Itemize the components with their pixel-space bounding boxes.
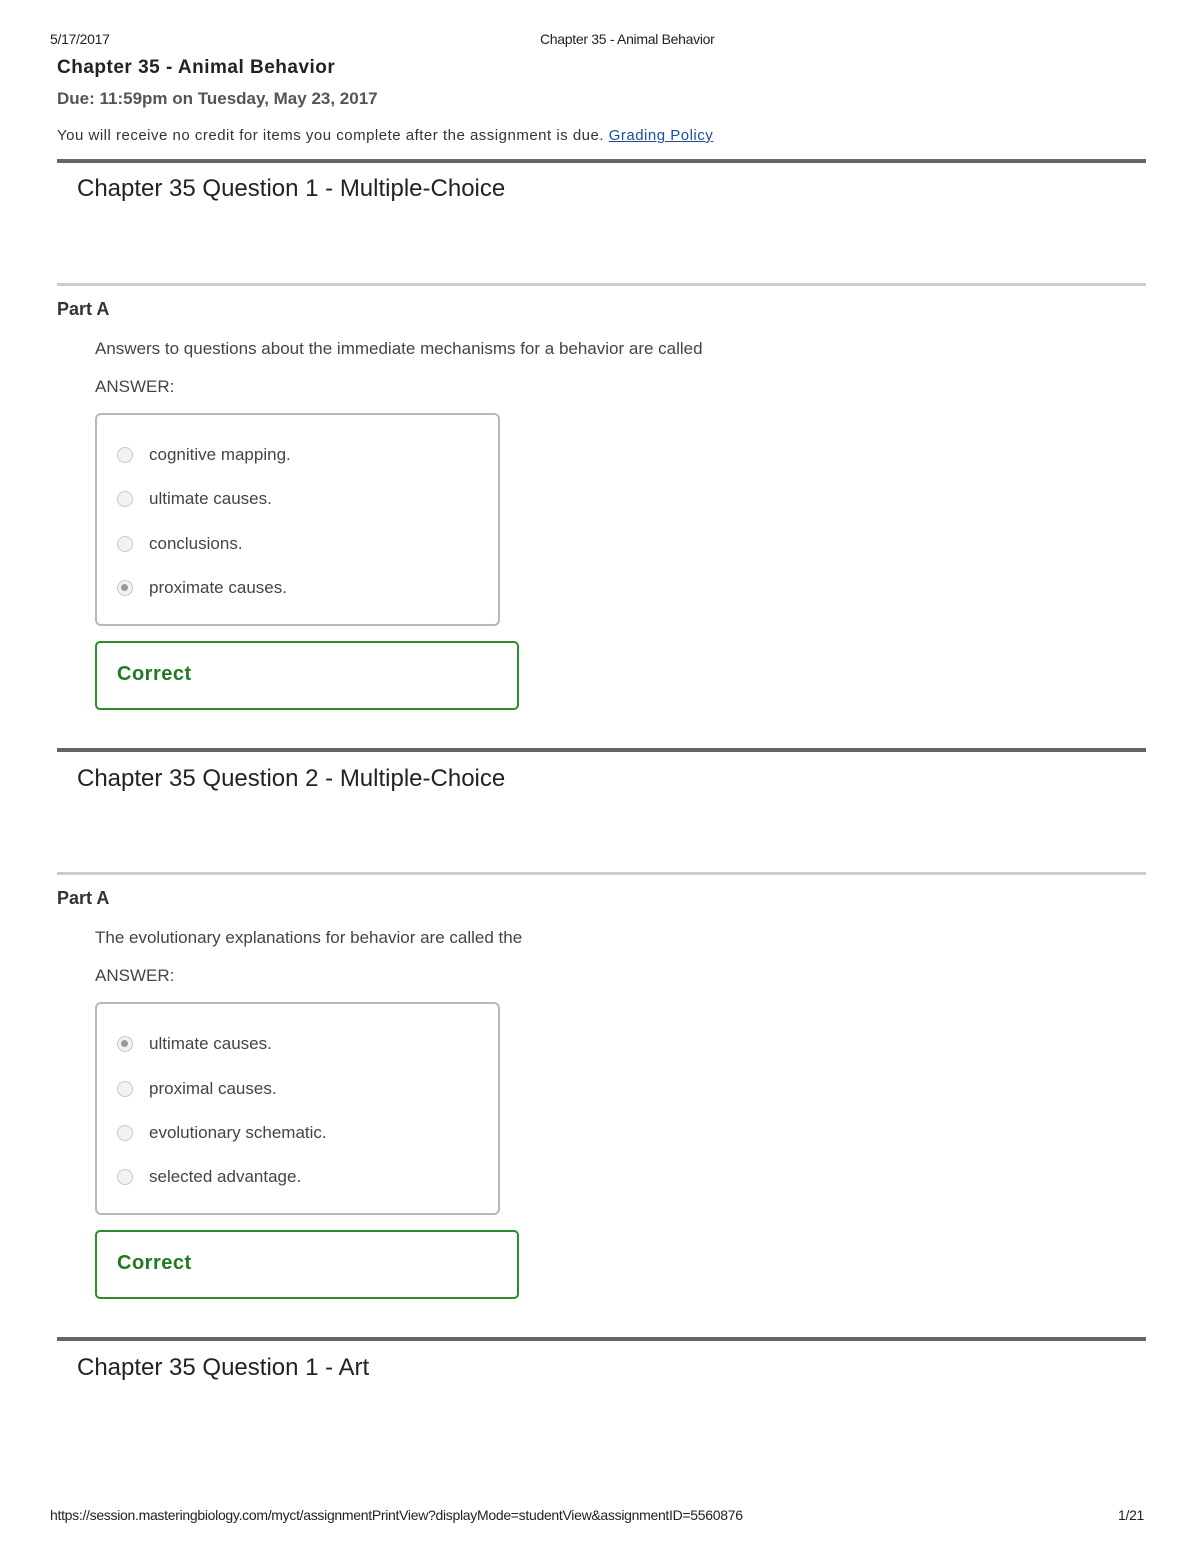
radio-button[interactable] <box>117 1169 133 1185</box>
answer-options <box>95 413 500 626</box>
feedback-box <box>95 641 519 710</box>
part-label: Part A <box>57 299 110 319</box>
feedback-correct: Correct <box>117 663 192 685</box>
answer-option[interactable] <box>117 443 291 467</box>
part-divider <box>57 283 1146 286</box>
answer-option[interactable] <box>117 487 272 511</box>
answer-option[interactable] <box>117 1077 277 1101</box>
part-divider <box>57 872 1146 875</box>
question-title: Chapter 35 Question 1 - Multiple-Choice <box>77 175 506 202</box>
assignment-title: Chapter 35 - Animal Behavior <box>57 57 336 78</box>
answer-option[interactable] <box>117 1032 272 1056</box>
page-number: 1/21 <box>1118 1507 1145 1523</box>
radio-button-selected[interactable] <box>117 580 133 596</box>
print-url: https://session.masteringbiology.com/myct/assignmentPrintView?displayMode=studentView&assignmentID=5560876 <box>50 1507 743 1523</box>
answer-options <box>95 1002 500 1215</box>
radio-button[interactable] <box>117 491 133 507</box>
question-divider <box>57 1337 1146 1341</box>
option-label: proximate causes. <box>149 578 287 597</box>
question-title: Chapter 35 Question 2 - Multiple-Choice <box>77 765 506 792</box>
radio-button[interactable] <box>117 1081 133 1097</box>
option-label: cognitive mapping. <box>149 445 291 464</box>
feedback-correct: Correct <box>117 1252 192 1274</box>
due-date: Due: 11:59pm on Tuesday, May 23, 2017 <box>57 89 378 108</box>
print-date: 5/17/2017 <box>50 31 110 47</box>
print-title: Chapter 35 - Animal Behavior <box>540 31 715 47</box>
grading-policy-link[interactable]: Grading Policy <box>608 127 714 144</box>
answer-option[interactable] <box>117 576 287 600</box>
option-label: evolutionary schematic. <box>149 1123 327 1142</box>
answer-option[interactable] <box>117 1121 327 1145</box>
question-prompt: Answers to questions about the immediate mechanisms for a behavior are called <box>95 339 703 358</box>
question-title: Chapter 35 Question 1 - Art <box>77 1354 370 1381</box>
option-label: selected advantage. <box>149 1167 302 1186</box>
question-divider <box>57 159 1146 163</box>
option-label: proximal causes. <box>149 1079 277 1098</box>
option-label: conclusions. <box>149 534 243 553</box>
option-label: ultimate causes. <box>149 489 272 508</box>
radio-button-selected[interactable] <box>117 1036 133 1052</box>
radio-button[interactable] <box>117 447 133 463</box>
answer-option[interactable] <box>117 532 243 556</box>
credit-notice <box>57 127 713 144</box>
feedback-box <box>95 1230 519 1299</box>
question-divider <box>57 748 1146 752</box>
credit-notice-text: You will receive no credit for items you complete after the assignment is due. <box>57 127 605 144</box>
radio-button[interactable] <box>117 536 133 552</box>
answer-label: ANSWER: <box>95 966 175 985</box>
option-label: ultimate causes. <box>149 1034 272 1053</box>
answer-label: ANSWER: <box>95 377 175 396</box>
question-prompt: The evolutionary explanations for behavior are called the <box>95 928 523 947</box>
answer-option[interactable] <box>117 1165 301 1189</box>
part-label: Part A <box>57 888 110 908</box>
radio-button[interactable] <box>117 1125 133 1141</box>
